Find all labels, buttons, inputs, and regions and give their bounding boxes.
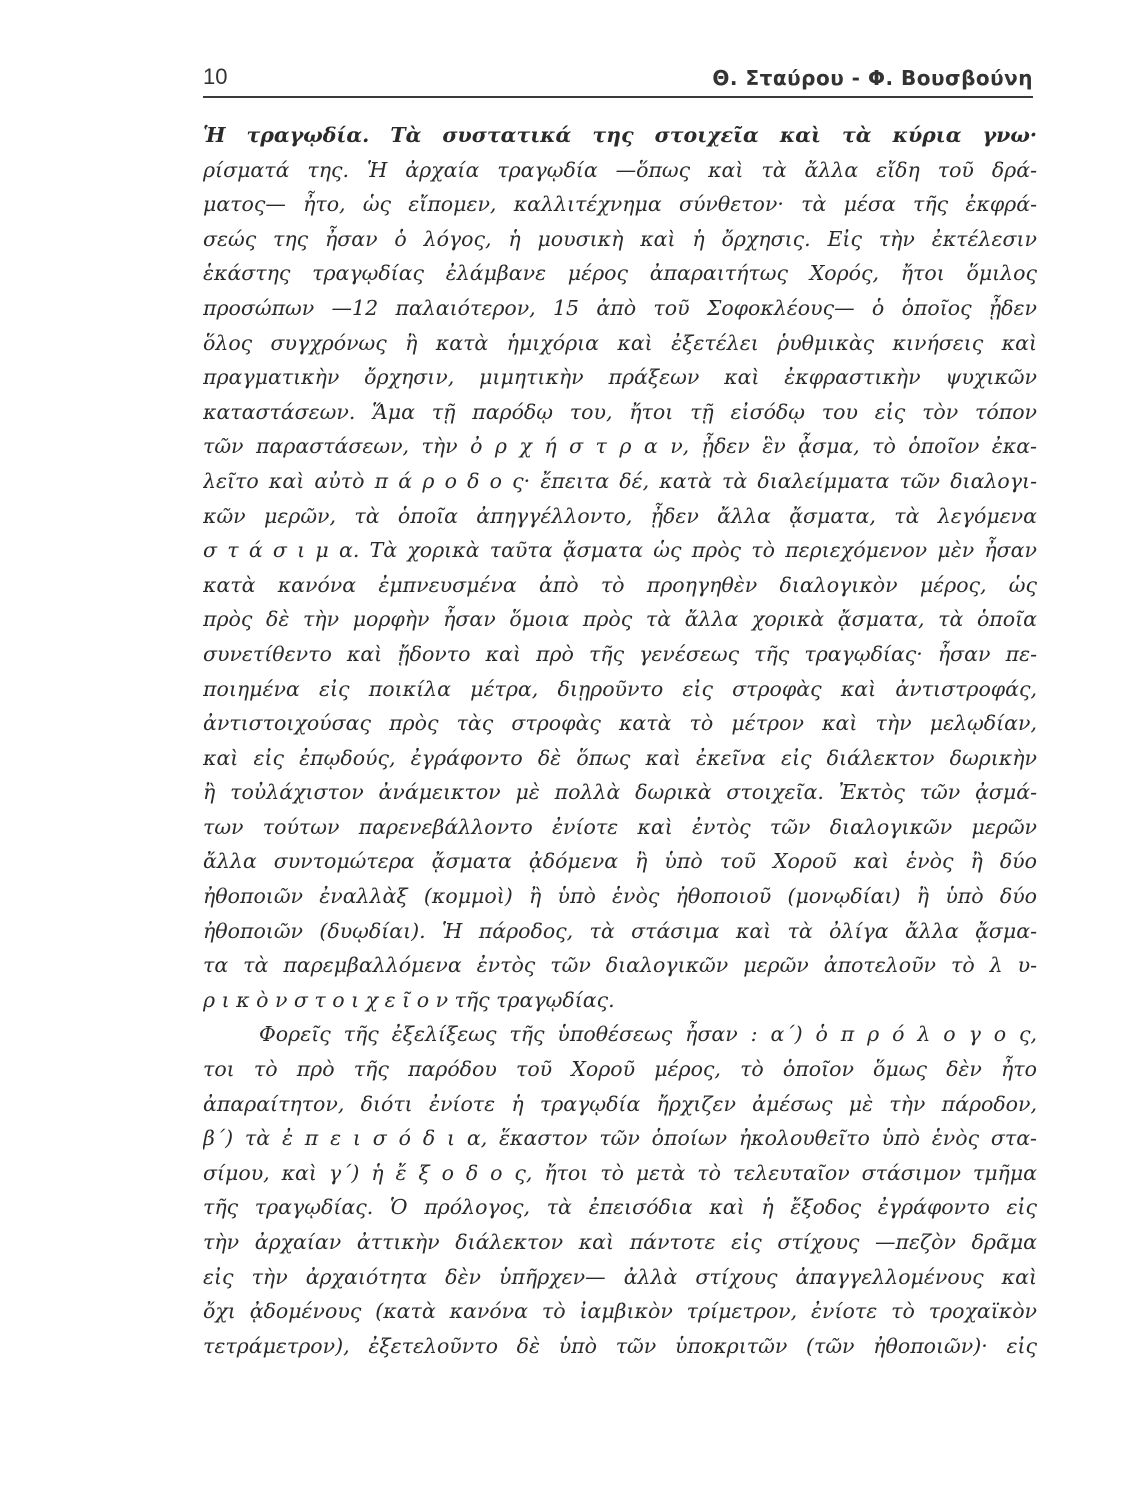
text-line: ἄλλα συντομώτερα ᾄσματα ᾀδόμενα ἢ ὑπὸ τοῦ Χοροῦ καὶ ἑνὸς ἢ δύο (203, 849, 1037, 874)
text-line: τῆς τραγῳδίας. Ὁ πρόλογος, τὰ ἐπεισόδια καὶ ἡ ἔξοδος ἐγράφοντο εἰς (203, 1195, 1037, 1220)
text-line: πραγματικὴν ὄρχησιν, μιμητικὴν πράξεων καὶ ἐκφραστικὴν ψυχικῶν (203, 365, 1037, 390)
text-line: συνετίθεντο καὶ ᾔδοντο καὶ πρὸ τῆς γενέσεως τῆς τραγῳδίας· ἦσαν πε- (203, 641, 1037, 666)
text-line: σ τ ά σ ι μ α. Τὰ χορικὰ ταῦτα ᾄσματα ὡς πρὸς τὸ περιεχόμενον μὲν ἦσαν (203, 538, 1037, 563)
text-line: πρὸς δὲ τὴν μορφὴν ἦσαν ὅμοια πρὸς τὰ ἄλλα χορικὰ ᾄσματα, τὰ ὁποῖα (203, 607, 1037, 632)
text-line: τοι τὸ πρὸ τῆς παρόδου τοῦ Χοροῦ μέρος, τὸ ὁποῖον ὅμως δὲν ἦτο (203, 1057, 1037, 1082)
text-line: τετράμετρον), ἐξετελοῦντο δὲ ὑπὸ τῶν ὑποκριτῶν (τῶν ἠθοποιῶν)· εἰς (203, 1333, 1037, 1358)
text-line: των τούτων παρενεβάλλοντο ἐνίοτε καὶ ἐντὸς τῶν διαλογικῶν μερῶν (203, 814, 1037, 839)
body-text (203, 118, 1037, 1363)
text-line: τα τὰ παρεμβαλλόμενα ἐντὸς τῶν διαλογικῶν μερῶν ἀποτελοῦν τὸ λ υ- (203, 953, 1037, 978)
text-line: ἠθοποιῶν (δυῳδίαι). Ἡ πάροδος, τὰ στάσιμα καὶ τὰ ὀλίγα ἄλλα ᾄσμα- (203, 918, 1037, 943)
text-line: τῶν παραστάσεων, τὴν ὀ ρ χ ή σ τ ρ α ν, ᾖδεν ἓν ᾆσμα, τὸ ὁποῖον ἐκα- (203, 434, 1037, 459)
text-line: κῶν μερῶν, τὰ ὁποῖα ἀπηγγέλλοντο, ᾖδεν ἄλλα ᾄσματα, τὰ λεγόμενα (203, 503, 1037, 528)
text-line: ρίσματά της. Ἡ ἀρχαία τραγῳδία —ὅπως καὶ τὰ ἄλλα εἴδη τοῦ δρά- (203, 157, 1037, 182)
text-line: ποιημένα εἰς ποικίλα μέτρα, διῃροῦντο εἰς στροφὰς καὶ ἀντιστροφάς, (203, 676, 1037, 701)
text-line: ὅλος συγχρόνως ἢ κατὰ ἡμιχόρια καὶ ἐξετέλει ῥυθμικὰς κινήσεις καὶ (203, 330, 1037, 355)
text-line: καταστάσεων. Ἅμα τῇ παρόδῳ του, ἤτοι τῇ εἰσόδῳ του εἰς τὸν τόπον (203, 399, 1037, 424)
text-line: ρ ι κ ὸ ν σ τ ο ι χ ε ῖ ο ν τῆς τραγῳδίας. (203, 987, 615, 1012)
text-line: καὶ εἰς ἐπῳδούς, ἐγράφοντο δὲ ὅπως καὶ ἐκεῖνα εἰς διάλεκτον δωρικὴν (203, 745, 1037, 770)
text-line: λεῖτο καὶ αὐτὸ π ά ρ ο δ ο ς· ἔπειτα δέ, κατὰ τὰ διαλείμματα τῶν διαλογι- (203, 468, 1037, 493)
text-line: προσώπων —12 παλαιότερον, 15 ἀπὸ τοῦ Σοφοκλέους— ὁ ὁποῖος ᾖδεν (203, 295, 1037, 320)
text-line: ἠθοποιῶν ἐναλλὰξ (κομμοὶ) ἢ ὑπὸ ἑνὸς ἠθοποιοῦ (μονῳδίαι) ἢ ὑπὸ δύο (203, 884, 1037, 909)
text-line: ἑκάστης τραγῳδίας ἐλάμβανε μέρος ἀπαραιτήτως Χορός, ἤτοι ὅμιλος (203, 261, 1037, 286)
page-header (203, 60, 1033, 98)
text-line: Φορεῖς τῆς ἐξελίξεως τῆς ὑποθέσεως ἦσαν : α΄) ὁ π ρ ό λ ο γ ο ς, (259, 1022, 1037, 1047)
running-head: Θ. Σταύρου - Φ. Βουσβούνη (712, 66, 1033, 90)
text-line: σεώς της ἦσαν ὁ λόγος, ἡ μουσικὴ καὶ ἡ ὄρχησις. Εἰς τὴν ἐκτέλεσιν (203, 226, 1037, 251)
text-line: τὴν ἀρχαίαν ἀττικὴν διάλεκτον καὶ πάντοτε εἰς στίχους —πεζὸν δρᾶμα (203, 1230, 1037, 1254)
text-line: σίμου, καὶ γ΄) ἡ ἔ ξ ο δ ο ς, ἤτοι τὸ μετὰ τὸ τελευταῖον στάσιμον τμῆμα (203, 1160, 1037, 1185)
text-line: ὄχι ᾀδομένους (κατὰ κανόνα τὸ ἰαμβικὸν τρίμετρον, ἐνίοτε τὸ τροχαϊκὸν (203, 1299, 1037, 1324)
text-line: κατὰ κανόνα ἐμπνευσμένα ἀπὸ τὸ προηγηθὲν διαλογικὸν μέρος, ὡς (203, 572, 1037, 597)
text-line: ἀντιστοιχούσας πρὸς τὰς στροφὰς κατὰ τὸ μέτρον καὶ τὴν μελῳδίαν, (203, 711, 1037, 736)
text-line: Ἡ τραγῳδία. Τὰ συστατικά της στοιχεῖα καὶ τὰ κύρια γνω· (203, 123, 1037, 147)
text-line: β΄) τὰ ἐ π ε ι σ ό δ ι α, ἕκαστον τῶν ὁποίων ἠκολουθεῖτο ὑπὸ ἑνὸς στα- (203, 1126, 1037, 1151)
text-line: ἀπαραίτητον, διότι ἐνίοτε ἡ τραγῳδία ἤρχιζεν ἀμέσως μὲ τὴν πάροδον, (203, 1091, 1037, 1116)
page-number: 10 (203, 64, 228, 89)
text-line: εἰς τὴν ἀρχαιότητα δὲν ὑπῆρχεν— ἀλλὰ στίχους ἀπαγγελλομένους καὶ (203, 1264, 1037, 1289)
text-line: ματος— ἦτο, ὡς εἴπομεν, καλλιτέχνημα σύνθετον· τὰ μέσα τῆς ἐκφρά- (203, 192, 1037, 217)
text-line: ἢ τοὐλάχιστον ἀνάμεικτον μὲ πολλὰ δωρικὰ στοιχεῖα. Ἐκτὸς τῶν ᾀσμά- (203, 780, 1037, 805)
